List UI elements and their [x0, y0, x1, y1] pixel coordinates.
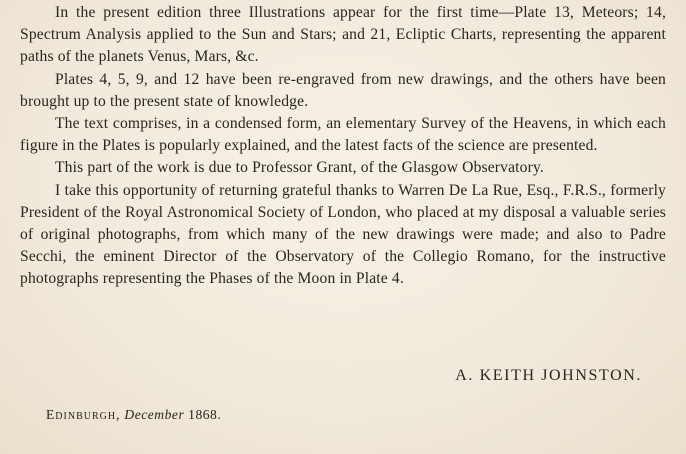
preface-body: [20, 2, 666, 291]
paragraph-new-illustrations: In the present edition three Illustrations appear for the first time—Plate 13, Meteors; 14, Spectrum Analysis applied to the Sun and Stars; and 21, Ecliptic Charts, representing the apparent paths of the planets Venus, Mars, &c.: [20, 4, 666, 66]
dateline-place: Edinburgh,: [46, 407, 121, 422]
dateline-year: 1868.: [188, 407, 222, 422]
author-signature: A. KEITH JOHNSTON.: [455, 367, 642, 384]
paragraph-acknowledgements: I take this opportunity of returning grateful thanks to Warren De La Rue, Esq., F.R.S., formerly President of the Royal Astronomical Society of London, who placed at my disposal a valuable series of original photographs, from which many of the new drawings were made; and also to Padre Secchi, the eminent Director of the Observatory of the Collegio Romano, for the instructive photographs representing the Phases of the Moon in Plate 4.: [20, 181, 666, 288]
paragraph-authorship: This part of the work is due to Professor Grant, of the Glasgow Observatory.: [55, 159, 544, 177]
dateline-month: December: [124, 407, 185, 422]
paragraph-text-survey: The text comprises, in a condensed form, an elementary Survey of the Heavens, in which each figure in the Plates is popularly explained, and the latest facts of the science are presented.: [20, 115, 666, 155]
dateline: [46, 407, 221, 423]
paragraph-re-engraved-plates: Plates 4, 5, 9, and 12 have been re-engraved from new drawings, and the others have been brought up to the present state of knowledge.: [20, 70, 666, 110]
